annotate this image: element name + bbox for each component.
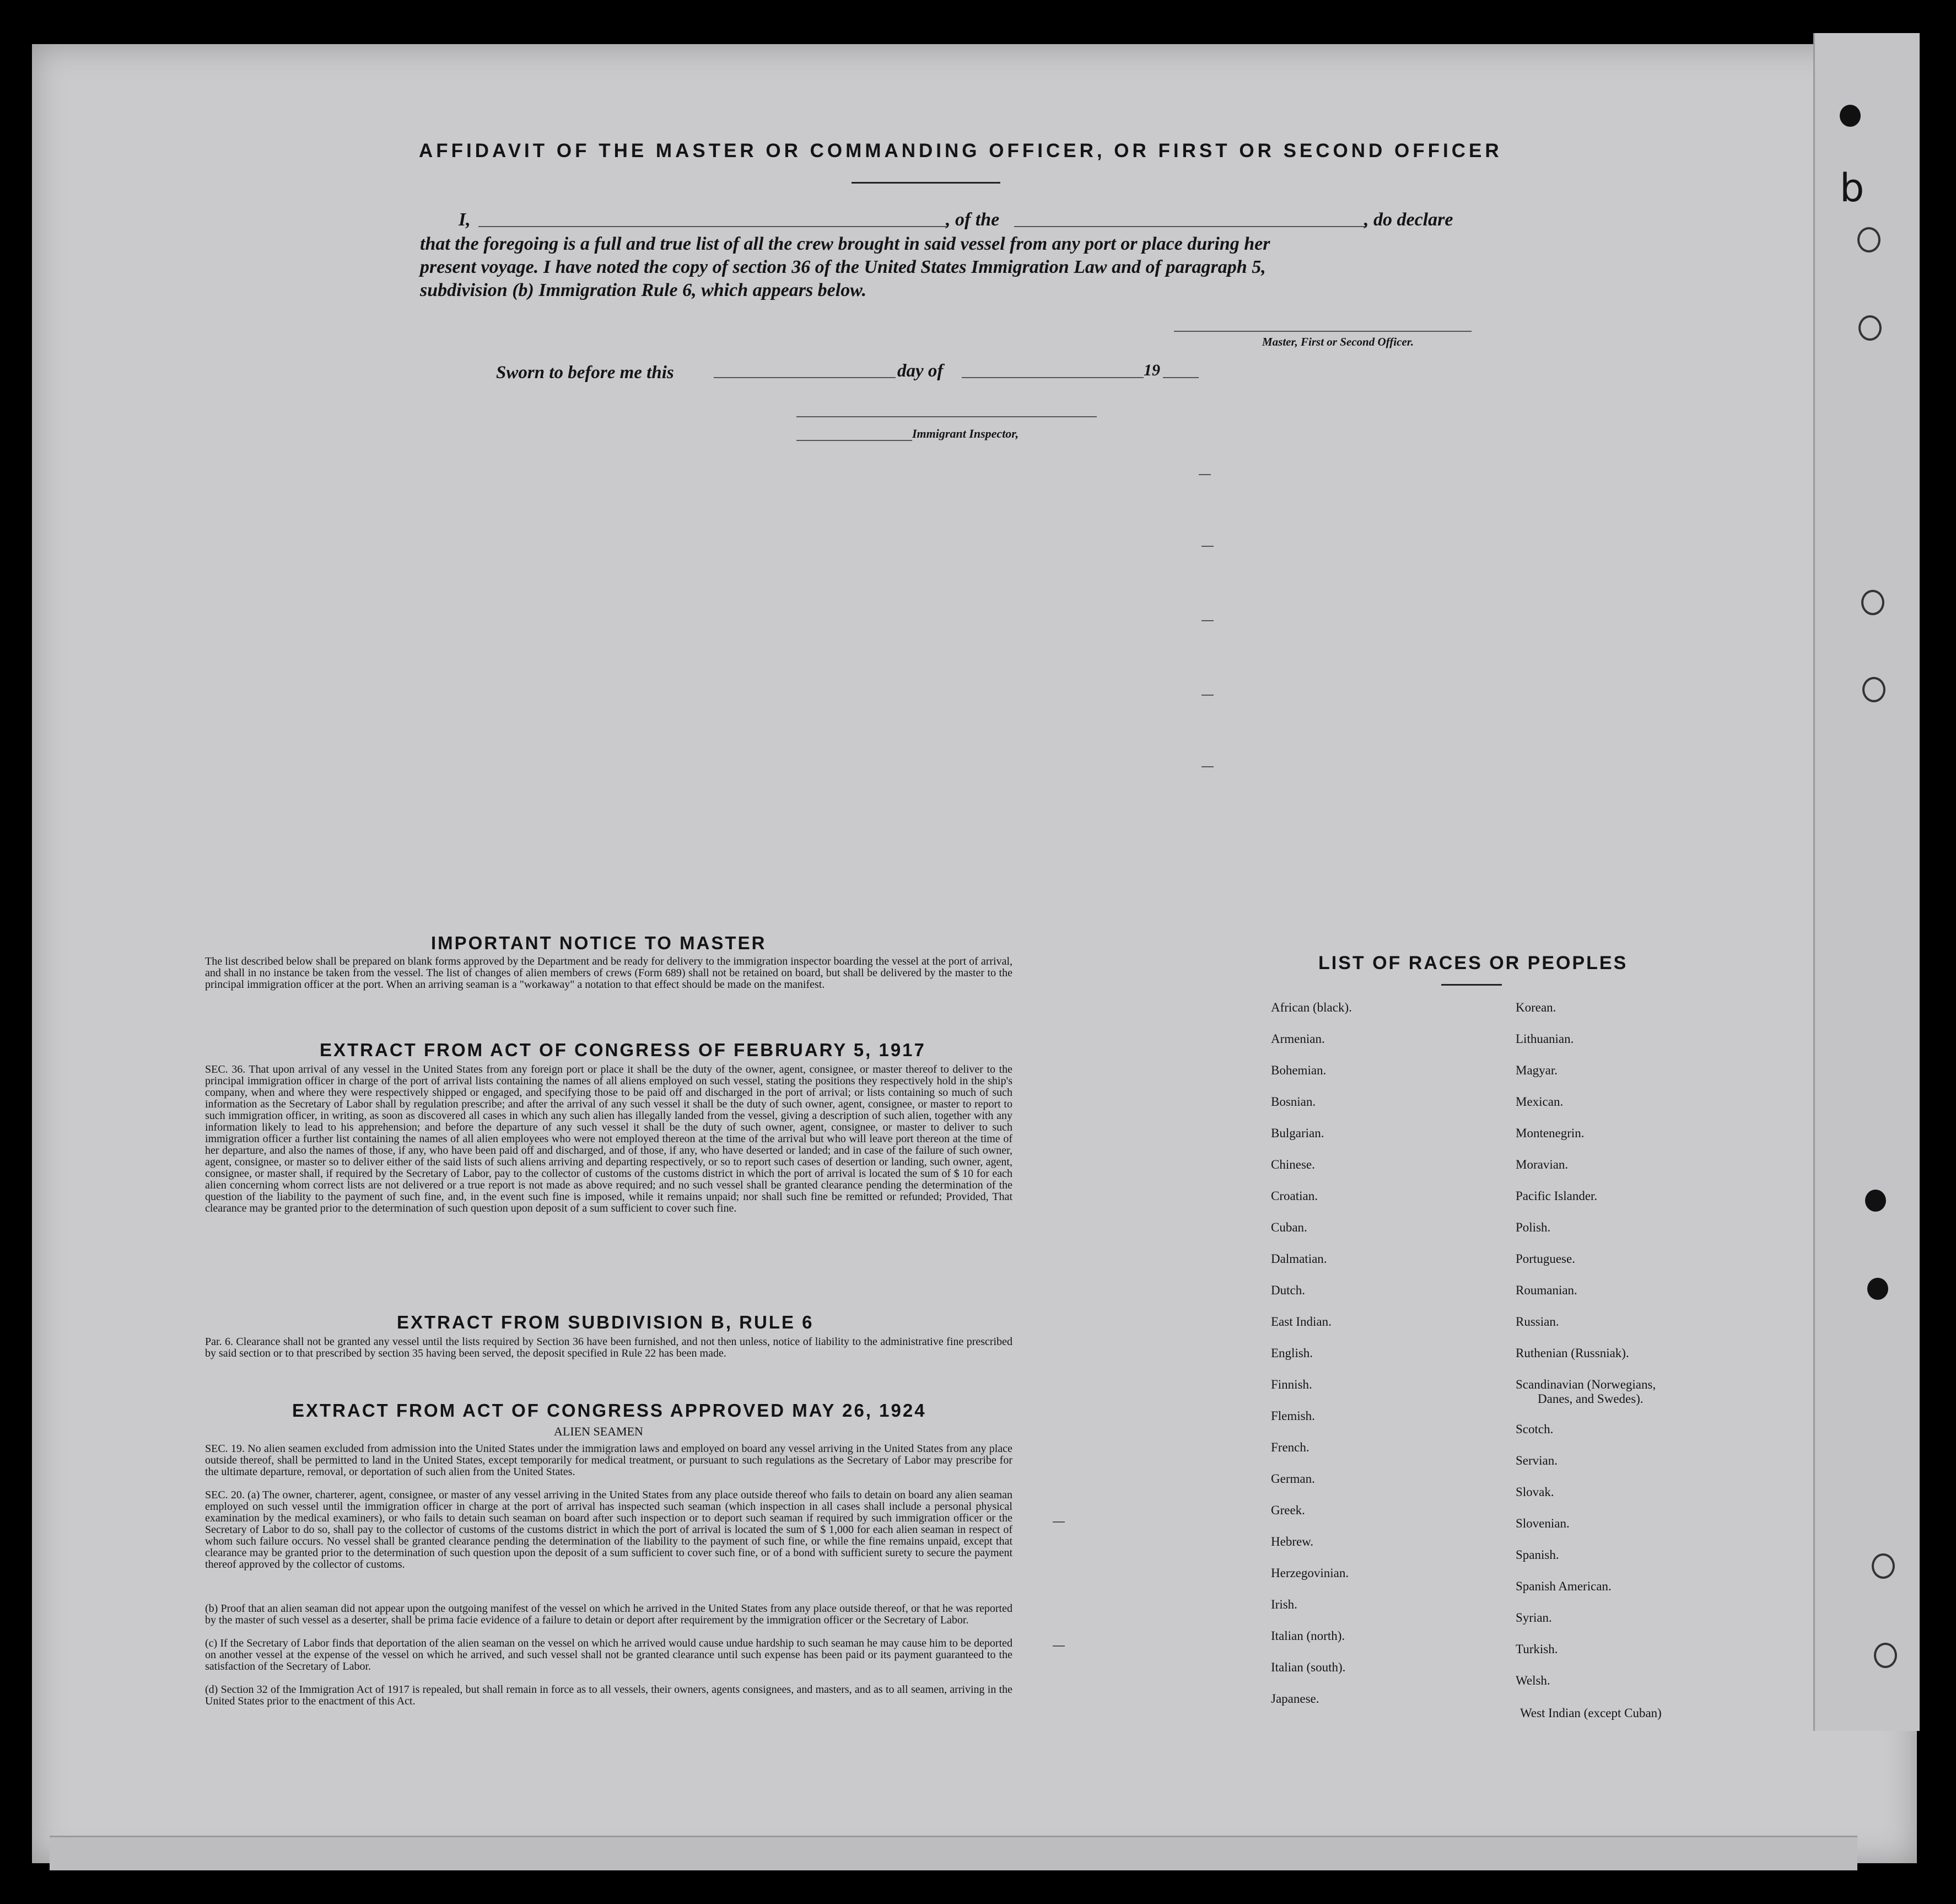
extract-1924-sec20a: SEC. 20. (a) The owner, charterer, agent, consignee, or master of any vessel arriving in the United States from any place outside thereof who fails to detain on board any alien seaman employed on such vessel until the immigration officer in charge at the port of arrival has inspected such seaman (which inspection in all cases shall include a personal physical examination by the medical examiners), or who fails to detain such seaman on board after such inspection or to deport such seaman if required by such immigration officer or the Secretary of Labor to do so, shall pay to the collector of customs of the customs district in which the port of arrival is located the sum of $ 1,000 for each alien seaman in respect of whom such failure occurs. No vessel shall be granted clearance pending the determination of the liability to the payment of such fine, or while the fine remains unpaid, except that clearance may be granted prior to the determination of such question upon the deposit of a sum sufficient to cover such fine, or of a bond with sufficient surety to secure the payment thereof approved by the collector of customs. [205,1489,1012,1570]
race-left: Herzegovinian. [1271,1566,1349,1580]
race-left: English. [1271,1346,1313,1360]
race-right: Portuguese. [1516,1252,1575,1266]
race-left: Flemish. [1271,1409,1315,1423]
title-underline [852,182,1000,184]
race-right: Russian. [1516,1315,1559,1329]
race-left: Italian (south). [1271,1660,1346,1674]
punch-hole [1840,105,1861,127]
race-left: Dutch. [1271,1283,1305,1297]
name-blank [478,226,947,227]
extract-1924-sec19: SEC. 19. No alien seamen excluded from admission into the United States under the immigration laws and employed on board any vessel arriving in the United States from any place outside thereof, shall be permitted to land in the United States, except temporarily for medical treatment, or pursuant to such regulations as the Secretary of Labor may prescribe for the ultimate departure, removal, or deportation of such alien from the United States. [205,1443,1012,1478]
affidavit-i-label: I, [459,209,471,230]
race-left: Irish. [1271,1598,1297,1611]
extract-1917-body: SEC. 36. That upon arrival of any vessel in the United States from any foreign port or place it shall be the duty of the owner, agent, consignee, or master thereof to deliver to the principal immigration officer in charge of the port of arrival lists containing the names of all aliens employed on such vessel, stating the positions they respectively hold in the ship's company, when and where they were respectively shipped or engaged, and specifying those to be paid off and discharged in the port of arrival; or lists containing so much of such information as the Secretary of Labor shall by regulation prescribe; and after the arrival of any such vessel it shall be the duty of such owner, agent, consignee, or master to report to such immigration officer, in writing, as soon as discovered all cases in which any such alien has illegally landed from the vessel, giving a description of such alien, together with any information likely to lead to his apprehension; and before the departure of any such vessel it shall be the duty of such owner, agent, consignee, or master to deliver to such immigration officer a further list containing the names of all alien employees who were not employed thereon at the time of the arrival but who will leave port thereon at the time of her departure, and also the names of those, if any, who have been paid off and discharged, and of those, if any, who have deserted or landed; and in case of the failure of such owner, agent, consignee, or master so to deliver either of the said lists of such aliens arriving and departing respectively, or so to report such cases of desertion or landing, such owner, agent, consignee, or master shall, if required by the Secretary of Labor, pay to the collector of customs of the customs district in which the port of arrival is located the sum of $ 10 for each alien concerning whom correct lists are not delivered or a true report is not made as above required; and no such vessel shall be granted clearance pending the determination of the question of the liability to the payment of such fine, and, in the event such fine is imposed, while it remains unpaid; nor shall such fine be remitted or refunded; Provided, That clearance may be granted prior to the determination of such question upon deposit of a sum sufficient to cover such fine. [205,1063,1012,1214]
race-left: Chinese. [1271,1158,1315,1171]
race-left: Croatian. [1271,1189,1318,1203]
race-right: Roumanian. [1516,1283,1577,1297]
punch-hole [1858,315,1882,341]
race-left: Bosnian. [1271,1095,1316,1109]
race-left: German. [1271,1472,1315,1486]
inspector-line-2 [796,440,912,441]
vessel-blank [1014,226,1367,227]
race-right: Slovenian. [1516,1516,1570,1530]
race-left: Armenian. [1271,1032,1325,1046]
race-right: Moravian. [1516,1158,1569,1171]
race-right: Scandinavian (Norwegians, [1516,1378,1656,1391]
race-right: Polish. [1516,1220,1551,1234]
races-title: LIST OF RACES OR PEOPLES [1318,953,1628,973]
sworn-label: Sworn to before me this [496,363,674,383]
punch-hole [1857,227,1880,252]
punch-hole [1874,1643,1897,1668]
signature-line [1174,331,1472,332]
signature-caption: Master, First or Second Officer. [1262,335,1414,348]
extract-1924-sec20d: (d) Section 32 of the Immigration Act of 1917 is repealed, but shall remain in force as to all vessels, their owners, agents consignees, and masters, and as to all seamen, arriving in the United States prior to the enactment of this Act. [205,1684,1012,1707]
affidavit-of-the-label: , of the [946,209,1000,230]
race-left: Cuban. [1271,1220,1307,1234]
race-right: Syrian. [1516,1611,1552,1625]
binding-strip [1813,33,1920,1731]
extract-rule6-body: Par. 6. Clearance shall not be granted any vessel until the lists required by Section 36 have been furnished, and not then unless, notice of liability to the administrative fine prescribed by said section or to that prescribed by section 35 having been served, the deposit specified in Rule 22 has been made. [205,1336,1012,1359]
race-left: Bulgarian. [1271,1126,1324,1140]
race-right: Servian. [1516,1454,1558,1467]
affidavit-declare-label: , do declare [1364,209,1453,230]
faint-mark [1053,1521,1065,1523]
race-right: Ruthenian (Russniak). [1516,1346,1629,1360]
punch-hole [1865,1190,1886,1212]
race-left: Japanese. [1271,1692,1319,1706]
year-label: 19 [1144,361,1160,379]
race-left: Bohemian. [1271,1063,1327,1077]
notice-title: IMPORTANT NOTICE TO MASTER [431,933,767,953]
race-right: Slovak. [1516,1485,1554,1499]
inspector-line [796,416,1097,417]
race-right: Mexican. [1516,1095,1564,1109]
margin-handwriting: b [1840,165,1865,211]
race-left: Hebrew. [1271,1535,1314,1548]
race-left: French. [1271,1440,1310,1454]
race-right: Welsh. [1516,1674,1550,1687]
month-blank [962,377,1144,378]
faint-mark [1199,474,1211,475]
sworn-day-blank [714,377,896,378]
faint-mark [1201,766,1214,767]
extract-1924-sec20c: (c) If the Secretary of Labor finds that deportation of the alien seaman on the vessel on which he arrived would cause undue hardship to such seaman he may cause him to be deported on another vessel at the expense of the vessel on which he arrived, and such vessel shall not be granted clearance until such expense has been paid or its payment guaranteed to the satisfaction of the Secretary of Labor. [205,1637,1012,1672]
race-right: Scotch. [1516,1422,1554,1436]
affidavit-title: AFFIDAVIT OF THE MASTER OR COMMANDING OFFICER, OR FIRST OR SECOND OFFICER [419,140,1502,162]
race-right: Montenegrin. [1516,1126,1585,1140]
punch-hole [1861,590,1884,615]
extract-1924-title: EXTRACT FROM ACT OF CONGRESS APPROVED MAY 26, 1924 [292,1400,926,1421]
punch-hole [1867,1278,1888,1300]
extract-1917-title: EXTRACT FROM ACT OF CONGRESS OF FEBRUARY 5, 1917 [320,1040,926,1060]
race-right: Spanish. [1516,1548,1559,1562]
race-left: African (black). [1271,1001,1352,1014]
race-left: Italian (north). [1271,1629,1345,1643]
race-right: Spanish American. [1516,1579,1612,1593]
punch-hole [1872,1553,1895,1579]
race-right: Lithuanian. [1516,1032,1574,1046]
race-right: Magyar. [1516,1063,1558,1077]
races-title-underline [1441,984,1502,986]
extract-1924-sec20b: (b) Proof that an alien seaman did not appear upon the outgoing manifest of the vessel on which he arrived in the United States from any place outside thereof, or that he was reported by the master of such vessel as a deserter, shall be prima facie evidence of a failure to detain or deport after requirement by the immigration officer or the Secretary of Labor. [205,1602,1012,1626]
inspector-caption: Immigrant Inspector, [912,427,1019,440]
race-right: West Indian (except Cuban) [1520,1706,1662,1720]
race-right: Korean. [1516,1001,1556,1014]
faint-mark [1053,1645,1065,1647]
punch-hole [1862,677,1885,702]
affidavit-line-2: that the foregoing is a full and true list of all the crew brought in said vessel from any port or place during her [420,234,1270,254]
affidavit-line-4: subdivision (b) Immigration Rule 6, which appears below. [420,280,867,300]
document-sheet [32,44,1917,1863]
year-blank [1163,377,1199,378]
extract-1924-subtitle: ALIEN SEAMEN [554,1424,643,1438]
faint-mark [1201,695,1214,696]
notice-body: The list described below shall be prepared on blank forms approved by the Department and be ready for delivery to the immigration inspector boarding the vessel at the port of arrival, and shall in no instance be taken from the vessel. The list of changes of alien members of crews (Form 689) shall not be retained on board, but shall be delivered by the master to the principal immigration officer at the port. When an arriving seaman is a "workaway" a notation to that effect should be made on the manifest. [205,955,1012,991]
race-right: Danes, and Swedes). [1538,1392,1644,1406]
affidavit-line-3: present voyage. I have noted the copy of section 36 of the United States Immigration Law and of paragraph 5, [420,257,1266,277]
race-left: East Indian. [1271,1315,1332,1329]
faint-mark [1201,546,1214,547]
race-left: Finnish. [1271,1378,1312,1391]
extract-rule6-title: EXTRACT FROM SUBDIVISION B, RULE 6 [397,1312,814,1332]
race-right: Pacific Islander. [1516,1189,1598,1203]
race-left: Greek. [1271,1503,1305,1517]
race-right: Turkish. [1516,1642,1558,1656]
day-of-label: day of [897,361,944,381]
faint-mark [1201,620,1214,621]
race-left: Dalmatian. [1271,1252,1327,1266]
bottom-edge [50,1836,1857,1870]
